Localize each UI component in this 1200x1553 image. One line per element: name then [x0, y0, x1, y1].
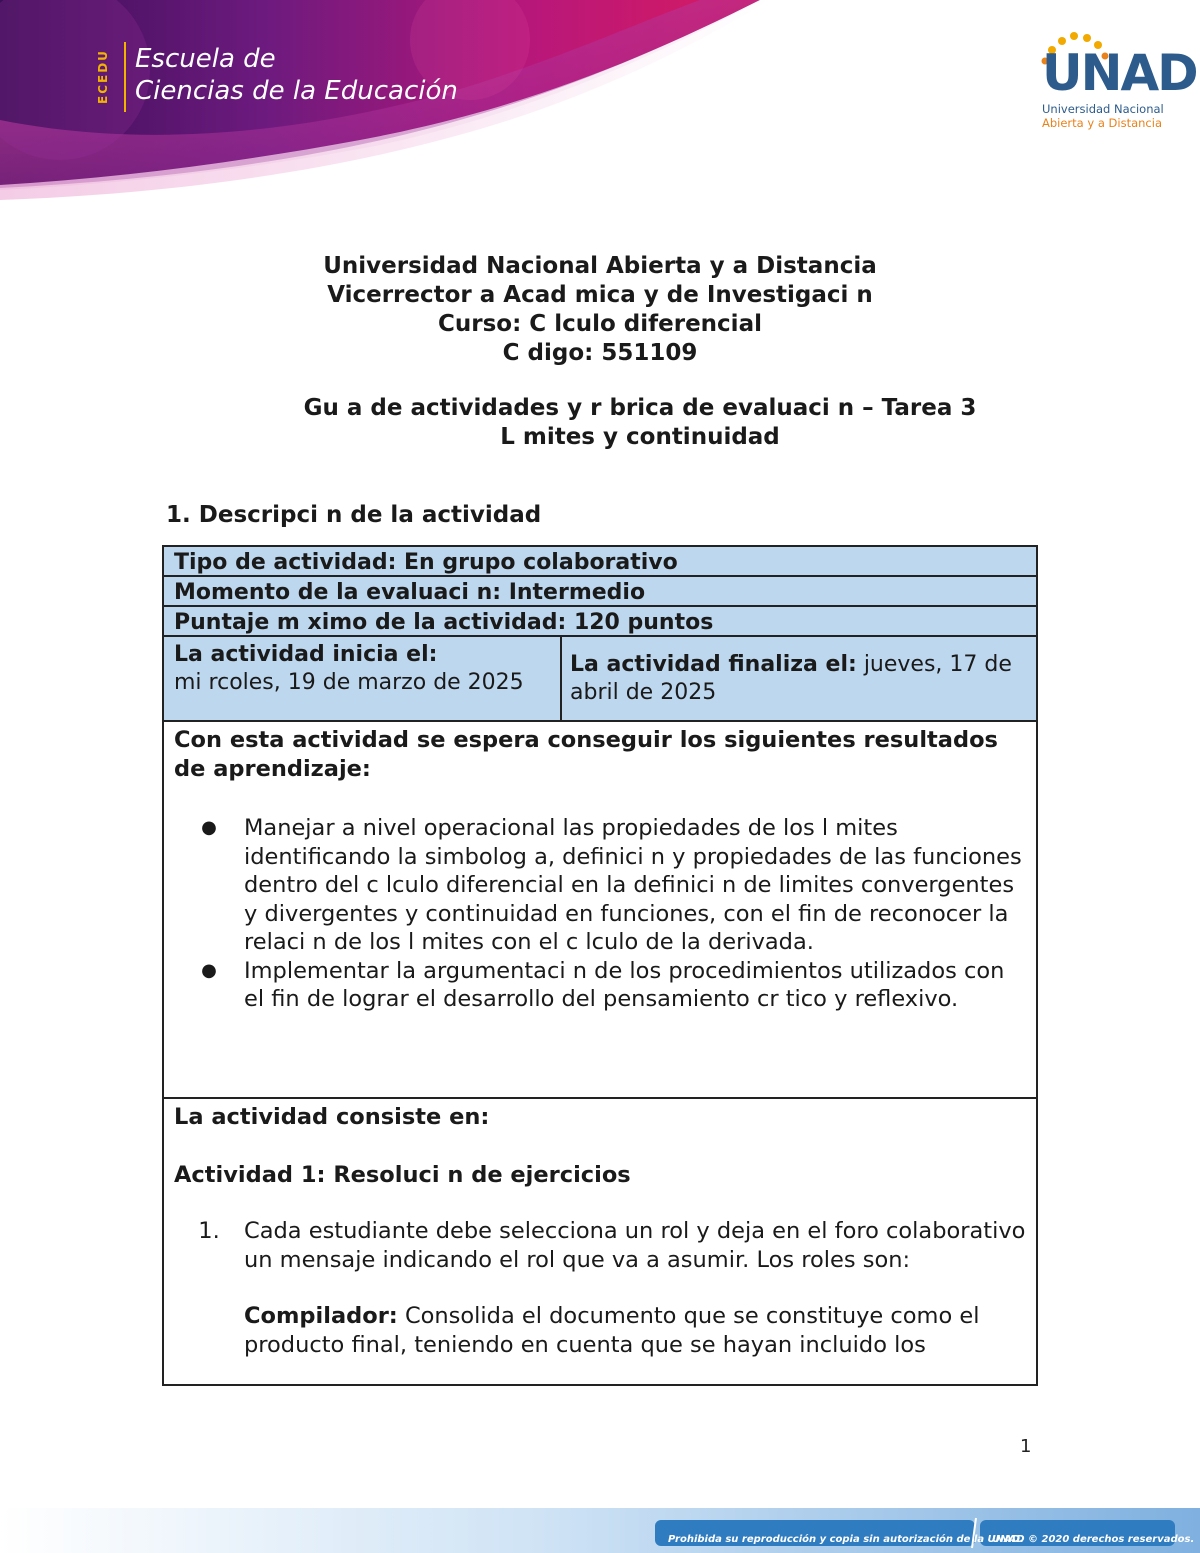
end-date-cell	[562, 637, 1036, 720]
guide-title: Gu a de actividades y r brica de evaluaci n – Tarea 3	[303, 395, 977, 421]
school-name-line1: Escuela de	[135, 44, 276, 74]
list-item-text: Manejar a nivel operacional las propiedades de los l mites identificando la simbolog a, definici n y propiedades de las funciones dentro del c lculo diferencial en la definici n de limites convergentes y divergentes y continuidad en funciones, con el fin de reconocer la relaci n de los l mites con el c lculo de la derivada.	[244, 815, 1022, 955]
learning-outcomes-heading: Con esta actividad se espera conseguir los siguientes resultados de aprendizaje:	[174, 727, 998, 782]
dates-row	[164, 637, 1036, 722]
list-item-text: Implementar la argumentaci n de los procedimientos utilizados con el fin de lograr el desarrollo del pensamiento cr tico y reflexivo.	[244, 957, 1005, 1012]
unad-logo-subtitle-2: Abierta y a Distancia	[1042, 116, 1162, 130]
footer-copyright-notice: Prohibida su reproducción y copia sin autorización de la UNAD.	[668, 1534, 1024, 1545]
footer-banner	[0, 1508, 1200, 1553]
activity-1-heading: Actividad 1: Resoluci n de ejercicios	[174, 1161, 631, 1188]
document-title-block	[0, 252, 1200, 368]
end-date-value: jueves, 17 de abril de 2025	[570, 651, 1012, 705]
ecedu-divider	[124, 42, 126, 112]
max-score-row: Puntaje m ximo de la actividad: 120 puntos	[164, 607, 1036, 637]
start-date-value: mi rcoles, 19 de marzo de 2025	[174, 670, 524, 695]
unad-logo-subtitle-1: Universidad Nacional	[1042, 102, 1164, 116]
list-item	[174, 814, 1026, 957]
activity-description-heading: La actividad consiste en:	[174, 1104, 490, 1130]
course-code: C digo: 551109	[502, 340, 698, 366]
learning-outcomes-list	[174, 814, 1026, 1014]
section-heading: 1. Descripci n de la actividad	[166, 502, 542, 528]
learning-outcomes-row	[164, 722, 1036, 1099]
list-item-text: Cada estudiante debe selecciona un rol y deja en el foro colaborativo un mensaje indicando el rol que va a asumir. Los roles son:	[244, 1218, 1026, 1273]
school-name-line2: Ciencias de la Educación	[135, 76, 458, 106]
activity-description-row	[164, 1099, 1036, 1384]
ecedu-tag: ECEDU	[96, 49, 110, 105]
evaluation-moment-row: Momento de la evaluaci n: Intermedio	[164, 577, 1036, 607]
footer-rights-notice: UNAD © 2020 derechos reservados.	[992, 1534, 1195, 1545]
bullet-icon: ●	[201, 817, 217, 838]
unad-logo-text: UNAD	[1042, 44, 1197, 102]
activity-type-row: Tipo de actividad: En grupo colaborativo	[164, 547, 1036, 577]
start-date-cell	[164, 637, 562, 720]
bullet-icon: ●	[201, 959, 217, 981]
role-label: Compilador:	[244, 1303, 398, 1329]
activity-table	[162, 545, 1038, 1386]
end-date-label: La actividad finaliza el:	[570, 651, 857, 677]
guide-title-block	[40, 394, 1200, 452]
vice-rectory: Vicerrector a Acad mica y de Investigaci n	[327, 282, 873, 308]
guide-topic: L mites y continuidad	[500, 424, 780, 450]
list-item-number: 1.	[198, 1218, 220, 1244]
start-date-label: La actividad inicia el:	[174, 642, 438, 667]
role-text: Consolida el documento que se constituye como el producto final, teniendo en cuenta que se hayan incluido los	[244, 1303, 980, 1358]
list-item	[174, 1217, 1026, 1274]
page-number: 1	[1020, 1436, 1032, 1457]
course-name: Curso: C lculo diferencial	[438, 311, 762, 337]
university-name: Universidad Nacional Abierta y a Distancia	[323, 253, 877, 279]
list-item	[174, 957, 1026, 1014]
role-description	[244, 1302, 1026, 1359]
